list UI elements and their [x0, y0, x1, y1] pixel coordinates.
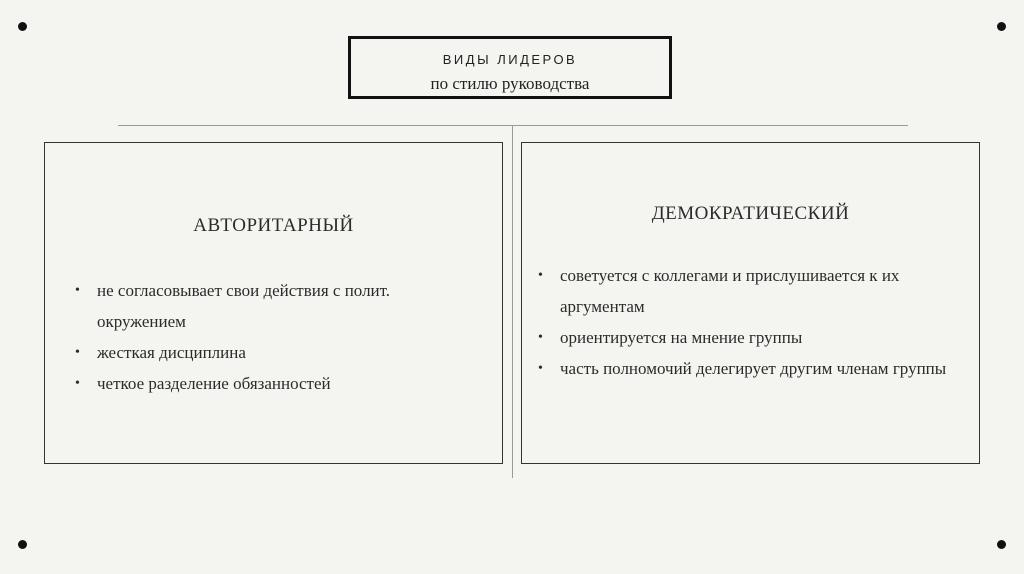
authoritarian-heading: АВТОРИТАРНЫЙ	[193, 215, 354, 236]
authoritarian-card	[44, 142, 503, 464]
list-item	[75, 368, 475, 399]
bullet-icon: •	[75, 345, 80, 360]
bullet-icon: •	[75, 283, 80, 298]
vertical-divider	[512, 126, 513, 478]
list-item-text: ориентируется на мнение группы	[560, 328, 803, 347]
corner-dot-bottom-left	[18, 540, 27, 549]
list-item	[75, 337, 475, 368]
page-title: ВИДЫ ЛИДЕРОВ	[442, 52, 578, 67]
title-box	[348, 36, 672, 99]
authoritarian-list	[75, 275, 475, 399]
list-item-text: советуется с коллегами и прислушивается к их аргументам	[560, 266, 900, 316]
corner-dot-bottom-right	[997, 540, 1006, 549]
list-item	[538, 353, 958, 384]
bullet-icon: •	[538, 361, 543, 376]
list-item	[538, 322, 958, 353]
list-item-text: четкое разделение обязанностей	[97, 374, 331, 393]
list-item-text: не согласовывает свои действия с полит. окружением	[97, 281, 391, 331]
bullet-icon: •	[538, 330, 543, 345]
democratic-card	[521, 142, 980, 464]
list-item	[538, 260, 958, 322]
democratic-heading: ДЕМОКРАТИЧЕСКИЙ	[651, 203, 850, 224]
bullet-icon: •	[538, 268, 543, 283]
list-item-text: часть полномочий делегирует другим членам группы	[560, 359, 947, 378]
list-item-text: жесткая дисциплина	[97, 343, 246, 362]
horizontal-divider	[118, 125, 908, 126]
democratic-list	[538, 260, 958, 384]
corner-dot-top-left	[18, 22, 27, 31]
page-subtitle: по стилю руководства	[430, 74, 590, 93]
list-item	[75, 275, 475, 337]
corner-dot-top-right	[997, 22, 1006, 31]
bullet-icon: •	[75, 376, 80, 391]
